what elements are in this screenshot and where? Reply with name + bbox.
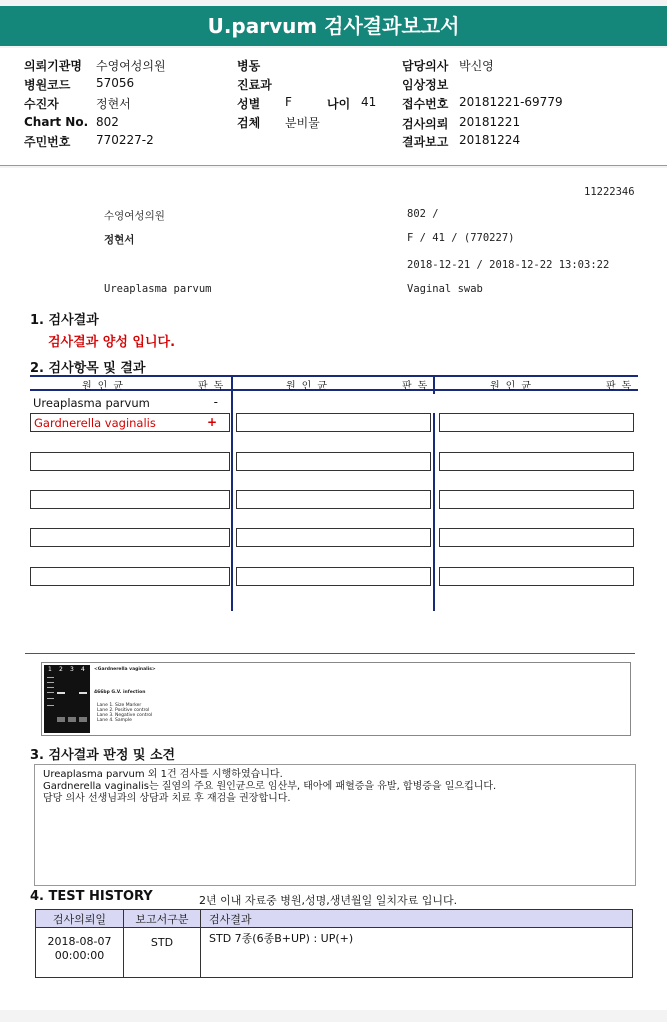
results-grid-header [30, 375, 638, 391]
idnum-value: 770227-2 [96, 133, 154, 147]
organism-name: Ureaplasma parvum [33, 396, 150, 410]
page-title: U.parvum 검사결과보고서 [0, 6, 667, 46]
doctor-label: 담당의사 [402, 59, 449, 73]
col-organism-2: 원 인 균 [286, 381, 328, 392]
empty-result-box [236, 490, 431, 509]
hospital-label: 의뢰기관명 [24, 59, 82, 73]
empty-result-box [439, 490, 634, 509]
history-time: 00:00:00 [54, 949, 105, 962]
test-history-table [35, 909, 633, 978]
gel-caption: <Gardnerella vaginalis> [94, 667, 156, 672]
history-col-date: 검사의뢰일 [36, 910, 124, 928]
receipt-value: 20181221-69779 [459, 95, 563, 109]
empty-result-box [439, 567, 634, 586]
organism-judgment: + [206, 415, 217, 429]
primer-band [68, 717, 76, 722]
col-organism-1: 원 인 균 [82, 381, 124, 392]
empty-result-box [30, 567, 230, 586]
info-clinic: 수영여성의원 [104, 210, 165, 222]
idnum-label: 주민번호 [24, 135, 71, 149]
col-organism-3: 원 인 균 [490, 381, 532, 392]
info-test-name: Ureaplasma parvum [104, 283, 212, 295]
empty-result-box [236, 413, 431, 432]
band-label: 466bp G.V. infection [94, 690, 146, 695]
info-specimen: Vaginal swab [407, 283, 483, 295]
info-dates: 2018-12-21 / 2018-12-22 13:03:22 [407, 259, 610, 271]
primer-band [79, 717, 87, 722]
section2-title: 2. 검사항목 및 결과 [30, 361, 146, 376]
chart-label: Chart No. [24, 115, 89, 129]
section3-title: 3. 검사결과 판정 및 소견 [30, 748, 176, 763]
lane-label: 4 [81, 666, 85, 673]
lane-label: 1 [48, 666, 52, 673]
empty-result-box [30, 452, 230, 471]
empty-result-box [236, 394, 436, 413]
opinion-line: Ureaplasma parvum 외 1건 검사를 시행하였습니다. [43, 769, 283, 780]
result-row [30, 413, 230, 432]
organism-judgment: - [213, 395, 218, 409]
lane-label: 3 [70, 666, 74, 673]
gel-image [44, 665, 90, 733]
empty-result-box [236, 567, 431, 586]
ward-label: 병동 [237, 59, 261, 73]
result-date-value: 20181224 [459, 133, 521, 147]
empty-result-box [439, 413, 634, 432]
gel-legend-item: Lane 1. Size Marker [97, 703, 142, 708]
hospital-value: 수영여성의원 [96, 59, 166, 73]
col-judgment-1: 판 독 [198, 381, 224, 392]
receipt-label: 접수번호 [402, 97, 449, 111]
history-date: 2018-08-07 [47, 935, 112, 948]
history-result: STD 7종(6종B+UP) : UP(+) [201, 928, 633, 978]
age-label: 나이 [327, 97, 351, 111]
gel-legend-item: Lane 4. Sample [97, 718, 132, 723]
patient-value: 정현서 [96, 97, 131, 111]
positive-result-text: 검사결과 양성 입니다. [48, 335, 176, 350]
history-date-cell [36, 928, 124, 978]
col-judgment-3: 판 독 [606, 381, 632, 392]
ladder-band [47, 677, 54, 678]
primer-band [57, 717, 65, 722]
section1-title: 1. 검사결과 [30, 313, 99, 328]
result-date-label: 결과보고 [402, 135, 449, 149]
history-col-result: 검사결과 [201, 910, 633, 928]
gel-legend-item: Lane 2. Positive control [97, 708, 150, 713]
specimen-label: 검체 [237, 116, 261, 130]
empty-result-box [439, 528, 634, 547]
chart-value: 802 [96, 115, 119, 129]
report-number: 11222346 [584, 186, 635, 198]
ladder-band [47, 705, 54, 706]
ladder-band [47, 692, 54, 693]
ladder-band [47, 698, 54, 699]
request-value: 20181221 [459, 115, 521, 129]
grid-divider [231, 375, 233, 611]
history-col-type: 보고서구분 [124, 910, 201, 928]
patient-label: 수진자 [24, 97, 59, 111]
ladder-band [47, 682, 54, 683]
empty-result-box [30, 490, 230, 509]
opinion-line: 담당 의사 선생님과의 상담과 치료 후 재검을 권장합니다. [43, 793, 291, 804]
empty-result-box [439, 452, 634, 471]
report-body [0, 168, 667, 1010]
specimen-value: 분비물 [285, 116, 320, 130]
history-note: 2년 이내 자료중 병원,성명,생년월일 일치자료 입니다. [199, 894, 458, 907]
pcr-band [57, 692, 65, 694]
col-judgment-2: 판 독 [402, 381, 428, 392]
empty-result-box [236, 528, 431, 547]
organism-name: Gardnerella vaginalis [34, 416, 156, 430]
empty-result-box [236, 452, 431, 471]
age-value: 41 [361, 95, 377, 109]
info-name: 정현서 [104, 234, 135, 246]
info-sex-age: F / 41 / (770227) [407, 232, 515, 244]
result-row [30, 394, 230, 413]
doctor-value: 박신영 [459, 59, 494, 73]
report-header [0, 48, 667, 166]
clinical-label: 임상정보 [402, 78, 449, 92]
opinion-box [34, 764, 636, 886]
dept-label: 진료과 [237, 78, 272, 92]
code-label: 병원코드 [24, 78, 71, 92]
section4-title: 4. TEST HISTORY [30, 889, 153, 904]
code-value: 57056 [96, 76, 135, 90]
empty-result-box [30, 528, 230, 547]
info-chart: 802 / [407, 208, 439, 220]
lane-label: 2 [59, 666, 63, 673]
table-row [36, 928, 633, 978]
pcr-band [79, 692, 87, 694]
request-label: 검사의뢰 [402, 117, 449, 131]
opinion-line: Gardnerella vaginalis는 질염의 주요 원인균으로 임산부, 태아에 패혈증을 유발, 합병증을 일으킵니다. [43, 781, 497, 792]
gel-legend-item: Lane 3. Negative control [97, 713, 153, 718]
gel-electrophoresis-panel [41, 662, 631, 736]
ladder-band [47, 687, 54, 688]
history-type: STD [124, 928, 201, 978]
sex-value: F [285, 95, 292, 109]
sex-label: 성별 [237, 97, 261, 111]
divider [25, 653, 635, 654]
